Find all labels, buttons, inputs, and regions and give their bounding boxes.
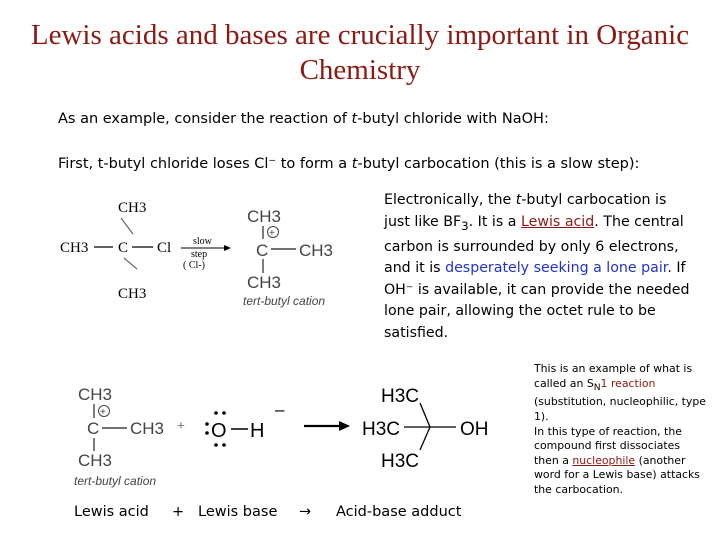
chlorine-label: Cl bbox=[157, 240, 172, 256]
ch3-left-label: CH3 bbox=[60, 240, 89, 256]
t-butyl-chloride-structure bbox=[60, 200, 171, 302]
lone-pair-dot bbox=[205, 422, 209, 426]
plus-sign: + bbox=[177, 419, 185, 434]
bond-line bbox=[121, 218, 133, 234]
lone-pair-dot bbox=[222, 411, 226, 415]
reaction-arrow-2 bbox=[304, 421, 350, 431]
adduct-label: Acid-base adduct bbox=[336, 504, 462, 520]
adduct-structure bbox=[362, 386, 489, 472]
arrow-label: → bbox=[299, 504, 312, 520]
reaction-arrow-head bbox=[224, 245, 231, 251]
lewis-acid-cation-structure bbox=[74, 385, 164, 488]
carbon-label: C bbox=[118, 240, 129, 256]
cation-ch3-bottom: CH3 bbox=[247, 273, 282, 292]
t-butyl-cation-structure bbox=[243, 207, 333, 308]
h3c-mid-label: H3C bbox=[362, 419, 401, 440]
explanation-paragraph: Electronically, the t-butyl carbocation is just like $BF_3$. It is a Lewis acid. The central carbon is surrounded by only 6 electrons, and it is desperately seeking a lone pair. If OH⁻ is available, it can provide the needed lone pair, allowing the octet rule to be satisfied. bbox=[384, 192, 690, 341]
reaction-arrow-head bbox=[339, 421, 350, 431]
page-title: Lewis acids and bases are crucially important in Organic Chemistry bbox=[30, 19, 690, 86]
bond-line bbox=[124, 258, 137, 269]
positive-charge-sign: + bbox=[269, 228, 275, 239]
cation-ch3-right: CH3 bbox=[130, 419, 165, 438]
oh-label: OH bbox=[460, 419, 489, 440]
slow-step-arrow bbox=[181, 236, 231, 271]
nucleophile-link[interactable]: nucleophile bbox=[572, 453, 636, 467]
hydrogen-label: H bbox=[250, 420, 265, 442]
cation-caption: tert-butyl cation bbox=[243, 294, 326, 308]
emphasis-text: desperately seeking a lone pair bbox=[445, 260, 668, 277]
lone-pair-dot bbox=[214, 411, 218, 415]
hydroxide-structure bbox=[205, 400, 285, 447]
lewis-acid-label: Lewis acid bbox=[74, 504, 149, 520]
lewis-acid-link[interactable]: Lewis acid bbox=[520, 213, 595, 230]
leaving-chloride-label: ( Cl-) bbox=[183, 260, 205, 271]
slow-label: slow bbox=[193, 236, 212, 247]
ch3-top-label: CH3 bbox=[118, 200, 147, 216]
cation-ch3-top: CH3 bbox=[247, 207, 282, 226]
lone-pair-dot bbox=[222, 443, 226, 447]
step-label: step bbox=[191, 249, 208, 260]
lone-pair-dot bbox=[214, 443, 218, 447]
cation-caption: tert-butyl cation bbox=[74, 474, 157, 488]
negative-charge: – bbox=[275, 400, 285, 419]
intro-line-2: First, t-butyl chloride loses Cl⁻ to form a t-butyl carbocation (this is a slow step): bbox=[58, 156, 640, 172]
side-note: This is an example of what is called an $S_N1$ reaction (substitution, nucleophilic, type 1). In this type of reaction, the compound first dissociates then a nucleophile (another word for a Lewis base) attacks the carbocation. bbox=[534, 362, 706, 496]
cation-ch3-top: CH3 bbox=[78, 385, 113, 404]
cation-carbon: C bbox=[256, 241, 269, 260]
intro-line-1: As an example, consider the reaction of t-butyl chloride with NaOH: bbox=[58, 111, 549, 127]
positive-charge-sign: + bbox=[100, 407, 106, 418]
lone-pair-dot bbox=[205, 431, 209, 435]
bond-line bbox=[420, 427, 430, 450]
cation-ch3-right: CH3 bbox=[299, 241, 334, 260]
bond-line bbox=[420, 403, 430, 427]
cation-ch3-bottom: CH3 bbox=[78, 451, 113, 470]
lewis-base-label: Lewis base bbox=[198, 504, 278, 520]
cation-carbon: C bbox=[87, 419, 100, 438]
oxygen-label: O bbox=[211, 420, 227, 442]
h3c-bottom-label: H3C bbox=[381, 451, 420, 472]
h3c-top-label: H3C bbox=[381, 386, 420, 407]
ch3-bottom-label: CH3 bbox=[118, 286, 147, 302]
plus-label: + bbox=[172, 504, 185, 520]
